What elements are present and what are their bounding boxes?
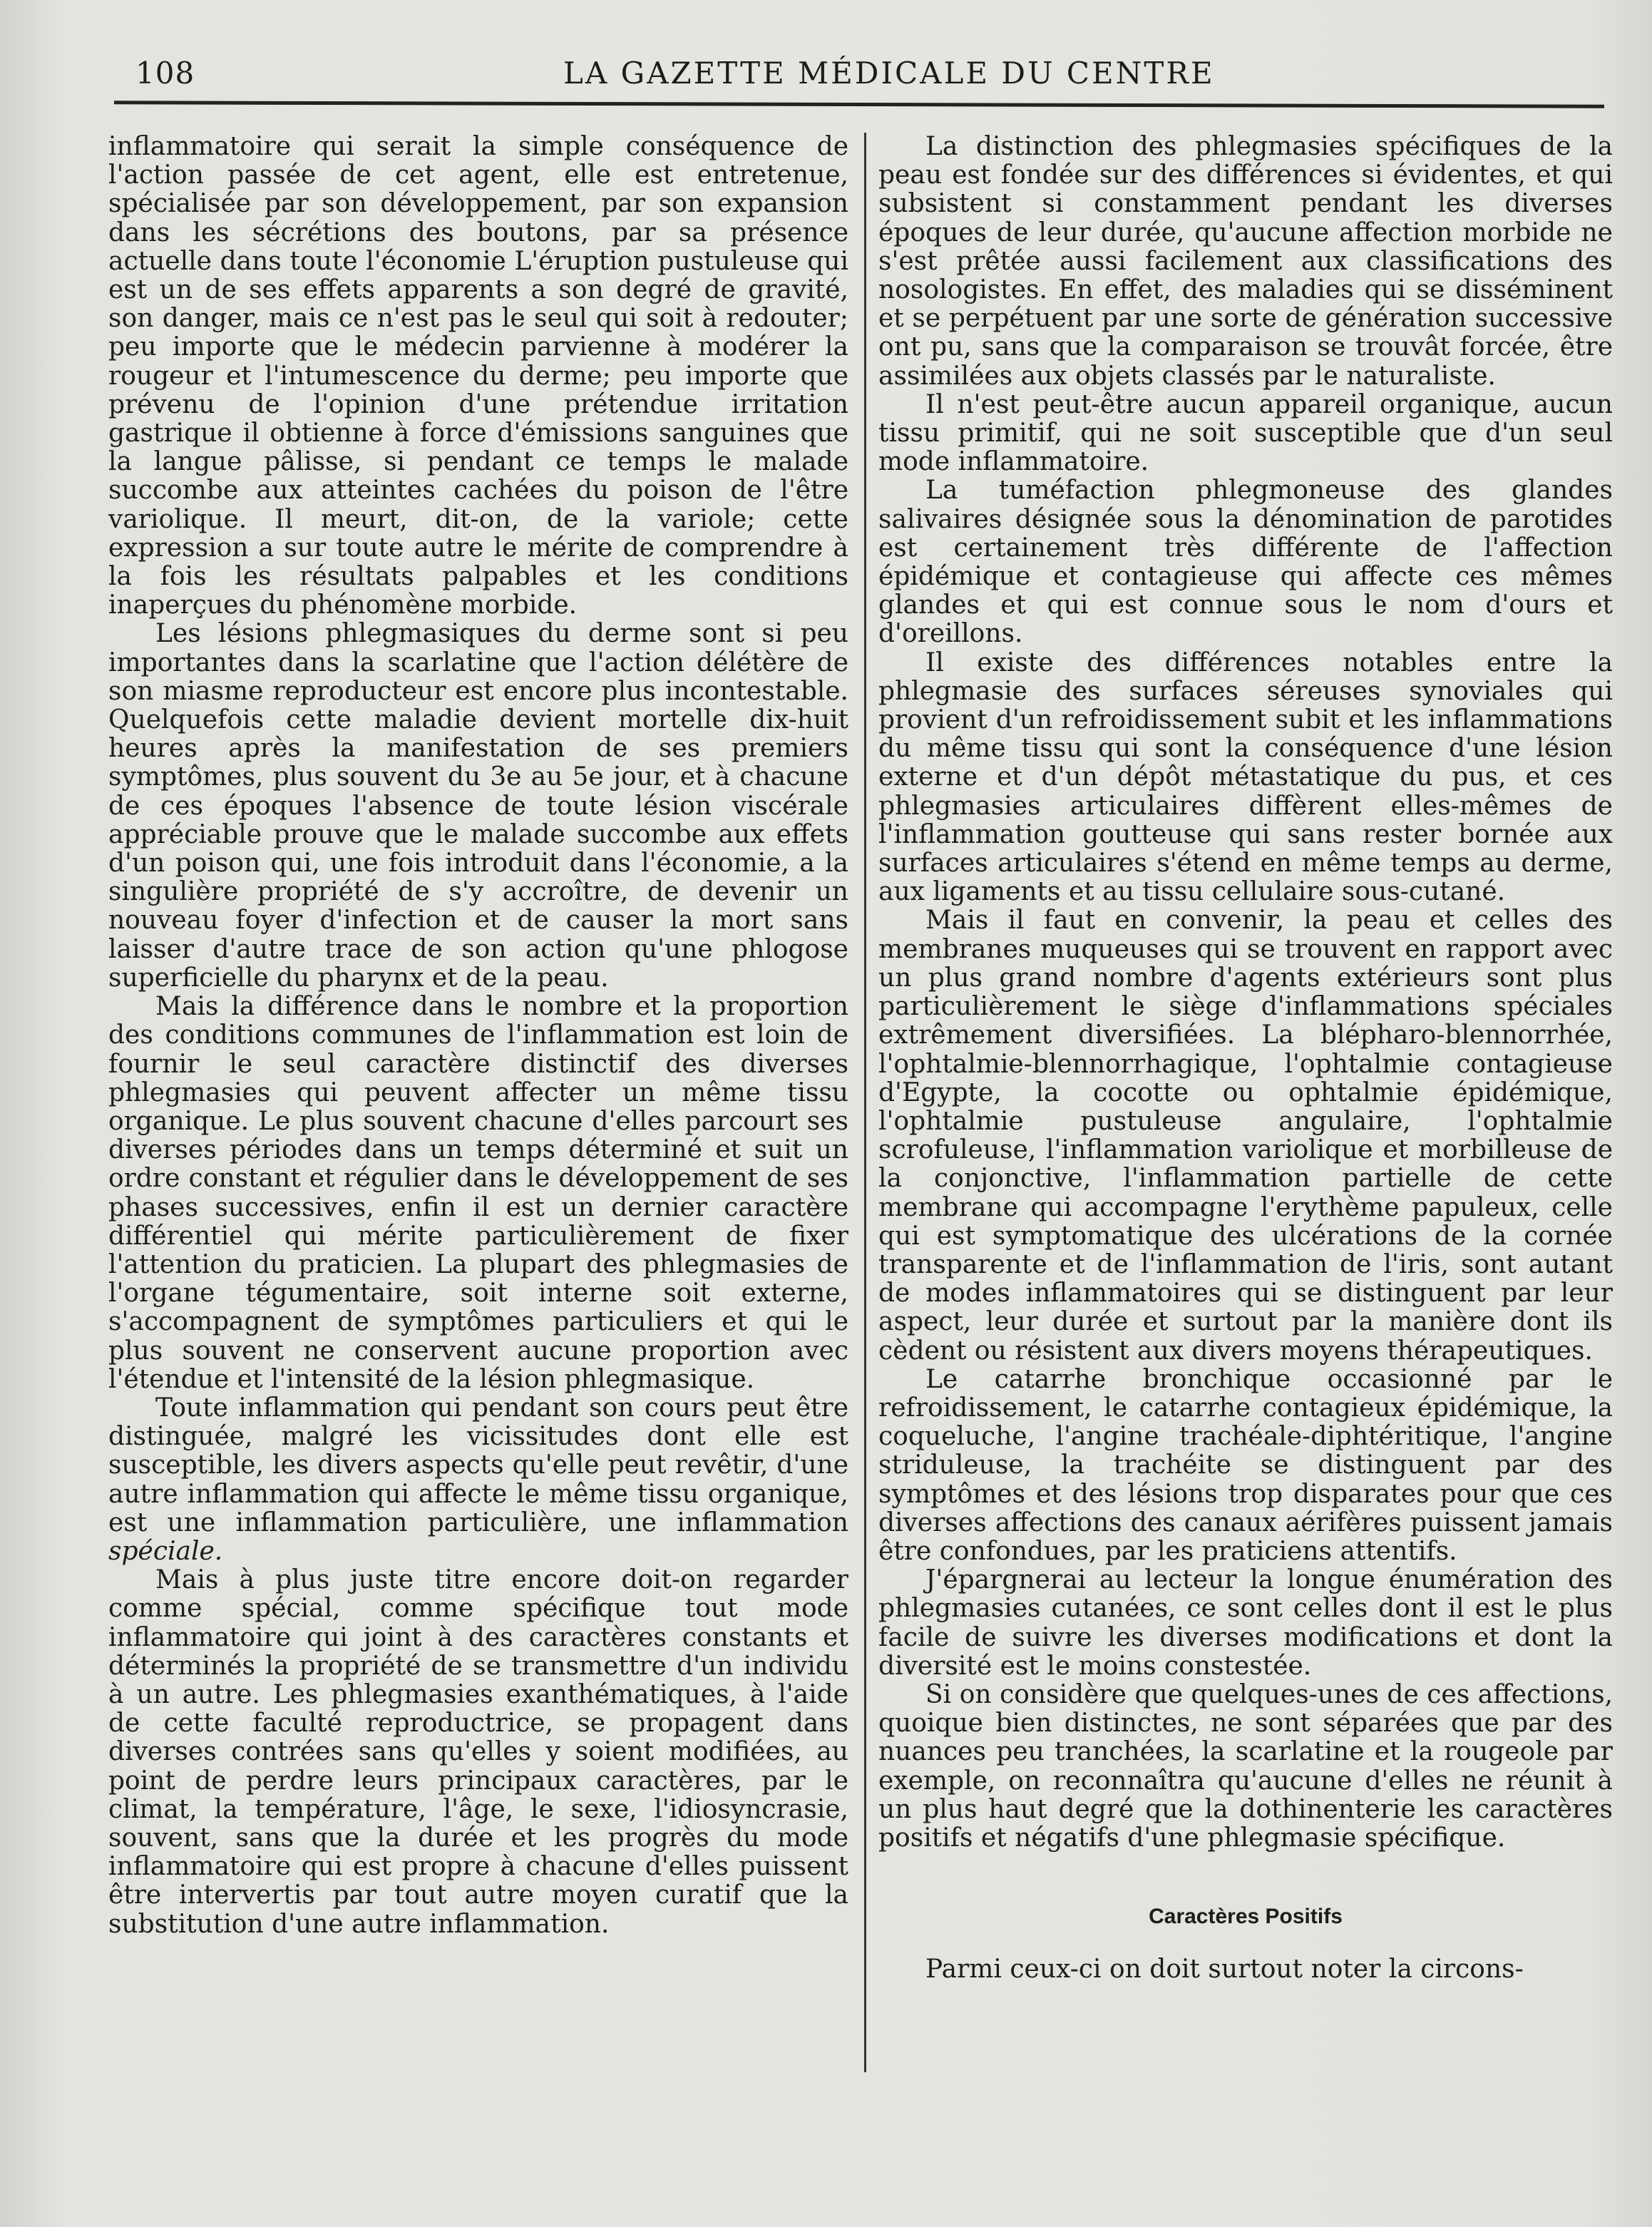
journal-title: LA GAZETTE MÉDICALE DU CENTRE	[563, 56, 1215, 91]
left-paragraph-4-italic: spéciale.	[108, 1536, 223, 1566]
right-paragraph-5: Mais il faut en convenir, la peau et celles des membranes muqueuses qui se trouvent en rapport avec un plus grand nombre d'agents extérieurs sont plus particulièrement le siège d'inflammations spéciales extrêmement diversifiées. La blépharo-blennorrhée, l'ophtalmie-blennorrhagique, l'ophtalmie contagieuse d'Egypte, la cocotte ou ophtalmie épidémique, l'ophtalmie pustuleuse angulaire, l'ophtalmie scrofuleuse, l'inflammation variolique et morbilleuse de la conjonctive, l'inflammation partielle de cette membrane qui accompagne l'erythème papuleux, celle qui est symptomatique des ulcérations de la cornée transparente et de l'inflammation de l'iris, sont autant de modes inflammatoires qui se distinguent par leur aspect, leur durée et surtout par la manière dont ils cèdent ou résistent aux divers moyens thérapeutiques.	[878, 906, 1613, 1366]
left-paragraph-4	[108, 1394, 848, 1566]
right-paragraph-6: Le catarrhe bronchique occasionné par le refroidissement, le catarrhe contagieux épidémique, la coqueluche, l'angine trachéale-diphtéritique, l'angine striduleuse, la trachéite se distinguent par des symptômes et des lésions trop disparates pour que ces diverses affections des canaux aérifères puissent jamais être confondues, par les praticiens attentifs.	[878, 1364, 1613, 1566]
right-paragraph-9: Parmi ceux-ci on doit surtout noter la circons-	[925, 1955, 1524, 1985]
column-divider	[864, 133, 866, 2072]
right-paragraph-8: Si on considère que quelques-unes de ces affections, quoique bien distinctes, ne sont séparées que par des nuances peu tranchées, la scarlatine et la rougeole par exemple, on reconnaîtra qu'aucune d'elles ne réunit à un plus haut degré que la dothinenterie les caractères positifs et négatifs d'une phlegmasie spécifique.	[878, 1679, 1613, 1853]
left-paragraph-2: Les lésions phlegmasiques du derme sont si peu importantes dans la scarlatine que l'action délétère de son miasme reproducteur est encore plus incontestable. Quelquefois cette maladie devient mortelle dix-huit heures après la manifestation de ses premiers symptômes, plus souvent du 3e au 5e jour, et à chacune de ces époques l'absence de toute lésion viscérale appréciable prouve que le malade succombe aux effets d'un poison qui, une fois introduit dans l'économie, a la singulière propriété de s'y accroître, de devenir un nouveau foyer d'infection et de causer la mort sans laisser d'autre trace de son action qu'une phlogose superficielle du pharynx et de la peau.	[108, 619, 848, 993]
section-heading: Caractères Positifs	[1149, 1905, 1343, 1929]
left-paragraph-1: inflammatoire qui serait la simple conséquence de l'action passée de cet agent, elle est entretenue, spécialisée par son développement, par son expansion dans les sécrétions des boutons, par sa présence actuelle dans toute l'économie L'éruption pustuleuse qui est un de ses effets apparents a son degré de gravité, son danger, mais ce n'est pas le seul qui soit à redouter; peu importe que le médecin parvienne à modérer la rougeur et l'intumescence du derme; peu importe que prévenu de l'opinion d'une prétendue irritation gastrique il obtienne à force d'émissions sanguines que la langue pâlisse, si pendant ce temps le malade succombe aux atteintes cachées du poison de l'être variolique. Il meurt, dit-on, de la variole; cette expression a sur toute autre le mérite de comprendre à la fois les résultats palpables et les conditions inaperçues du phénomène morbide.	[108, 132, 848, 620]
right-paragraph-2: Il n'est peut-être aucun appareil organique, aucun tissu primitif, qui ne soit susceptible que d'un seul mode inflammatoire.	[878, 389, 1613, 477]
left-column	[108, 133, 848, 1939]
header-rule	[114, 101, 1604, 108]
right-paragraph-1: La distinction des phlegmasies spécifiques de la peau est fondée sur des différences si évidentes, et qui subsistent si constamment pendant les diverses époques de leur durée, qu'aucune affection morbide ne s'est prêtée aussi facilement aux classifications des nosologistes. En effet, des maladies qui se disséminent et se perpétuent par une sorte de génération successive ont pu, sans que la comparaison se trouvât forcée, être assimilées aux objets classés par le naturaliste.	[878, 132, 1613, 391]
right-paragraph-3: La tuméfaction phlegmoneuse des glandes salivaires désignée sous la dénomination de parotides est certainement très différente de l'affection épidémique et contagieuse qui affecte ces mêmes glandes et qui est connue sous le nom d'ours et d'oreillons.	[878, 476, 1613, 649]
right-paragraph-7: J'épargnerai au lecteur la longue énumération des phlegmasies cutanées, ce sont celles dont il est le plus facile de suivre les diverses modifications et dont la diversité est le moins constestée.	[878, 1565, 1613, 1681]
page-number: 108	[135, 56, 195, 91]
page-header	[135, 56, 1604, 98]
left-paragraph-5: Mais à plus juste titre encore doit-on regarder comme spécial, comme spécifique tout mode inflammatoire qui joint à des caractères constants et déterminés la propriété de se transmettre d'un individu à un autre. Les phlegmasies exanthématiques, à l'aide de cette faculté reproductrice, se propagent dans diverses contrées sans qu'elles y soient modifiées, au point de perdre leurs principaux caractères, par le climat, la température, l'âge, le sexe, l'idiosyncrasie, souvent, sans que la durée et les progrès du mode inflammatoire qui est propre à chacune d'elles puissent être intervertis par tout autre moyen curatif que la substitution d'une autre inflammation.	[108, 1565, 848, 1939]
right-paragraph-4: Il existe des différences notables entre la phlegmasie des surfaces séreuses synoviales qui provient d'un refroidissement subit et les inflammations du même tissu qui sont la conséquence d'une lésion externe et d'un dépôt métastatique du pus, et ces phlegmasies articulaires diffèrent elles-mêmes de l'inflammation goutteuse qui sans rester bornée aux surfaces articulaires s'étend en même temps au derme, aux ligaments et au tissu cellulaire sous-cutané.	[878, 647, 1613, 907]
right-column	[878, 133, 1613, 1985]
left-paragraph-3: Mais la différence dans le nombre et la proportion des conditions communes de l'inflammation est loin de fournir le seul caractère distinctif des diverses phlegmasies qui peuvent affecter un même tissu organique. Le plus souvent chacune d'elles parcourt ses diverses périodes dans un temps déterminé et suit un ordre constant et régulier dans le développement de ses phases successives, enfin il est un dernier caractère différentiel qui mérite particulièrement de fixer l'attention du praticien. La plupart des phlegmasies de l'organe tégumentaire, soit interne soit externe, s'accompagnent de symptômes particuliers et qui le plus souvent ne conservent aucune proportion avec l'étendue et l'intensité de la lésion phlegmasique.	[108, 992, 848, 1394]
left-paragraph-4-text: Toute inflammation qui pendant son cours peut être distinguée, malgré les vicissitudes dont elle est susceptible, les divers aspects qu'elle peut revêtir, d'une autre inflammation qui affecte le même tissu organique, est une inflammation particulière, une inflammation	[108, 1393, 848, 1537]
